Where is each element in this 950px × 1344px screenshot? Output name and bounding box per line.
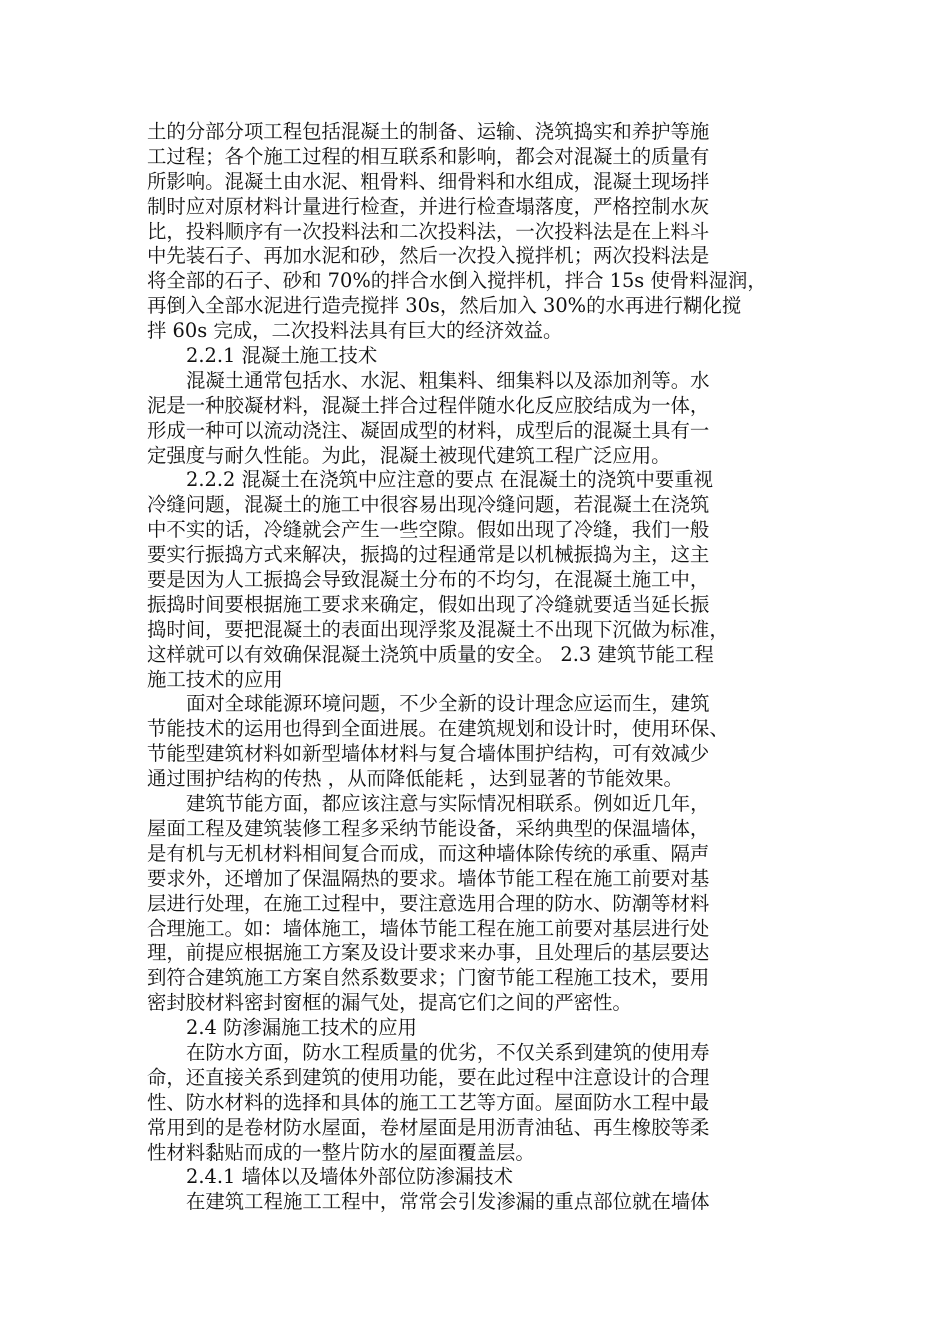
text-line: 是有机与无机材料相间复合而成，而这种墙体除传统的承重、隔声 xyxy=(147,841,710,865)
text-line: 捣时间，要把混凝土的表面出现浮浆及混凝土不出现下沉做为标准， xyxy=(147,617,729,641)
text-line: 比，投料顺序有一次投料法和二次投料法，一次投料法是在上料斗 xyxy=(147,219,710,243)
text-line: 屋面工程及建筑装修工程多采纳节能设备，采纳典型的保温墙体， xyxy=(147,816,710,840)
text-line: 泥是一种胶凝材料，混凝土拌合过程伴随水化反应胶结成为一体， xyxy=(147,393,710,417)
text-line: 2.4.1 墙体以及墙体外部位防渗漏技术 xyxy=(186,1165,513,1189)
text-line: 中先装石子、再加水泥和砂，然后一次投入搅拌机；两次投料法是 xyxy=(147,244,710,268)
text-line: 常用到的是卷材防水屋面，卷材屋面是用沥青油毡、再生橡胶等柔 xyxy=(147,1115,710,1139)
text-line: 要实行振捣方式来解决，振捣的过程通常是以机械振捣为主，这主 xyxy=(147,543,710,567)
text-line: 建筑节能方面，都应该注意与实际情况相联系。例如近几年， xyxy=(186,792,710,816)
text-line: 节能型建筑材料如新型墙体材料与复合墙体围护结构，可有效减少 xyxy=(147,742,710,766)
text-line: 制时应对原材料计量进行检查，并进行检查塌落度，严格控制水灰 xyxy=(147,194,710,218)
text-line: 到符合建筑施工方案自然系数要求；门窗节能工程施工技术，要用 xyxy=(147,966,710,990)
text-line: 再倒入全部水泥进行造壳搅拌 30s，然后加入 30%的水再进行糊化搅 xyxy=(147,294,742,318)
text-line: 要是因为人工振捣会导致混凝土分布的不均匀，在混凝土施工中， xyxy=(147,568,710,592)
text-line: 2.2.2 混凝土在浇筑中应注意的要点 在混凝土的浇筑中要重视 xyxy=(186,468,714,492)
text-line: 2.4 防渗漏施工技术的应用 xyxy=(186,1016,417,1040)
text-line: 混凝土通常包括水、水泥、粗集料、细集料以及添加剂等。水 xyxy=(186,368,710,392)
text-line: 性、防水材料的选择和具体的施工工艺等方面。屋面防水工程中最 xyxy=(147,1090,710,1114)
text-line: 形成一种可以流动浇注、凝固成型的材料，成型后的混凝土具有一 xyxy=(147,418,710,442)
text-line: 2.2.1 混凝土施工技术 xyxy=(186,344,378,368)
document-page xyxy=(147,120,807,1215)
text-line: 冷缝问题，混凝土的施工中很容易出现冷缝问题，若混凝土在浇筑 xyxy=(147,493,710,517)
text-line: 工过程；各个施工过程的相互联系和影响，都会对混凝土的质量有 xyxy=(147,144,710,168)
text-line: 理，前提应根据施工方案及设计要求来办事，且处理后的基层要达 xyxy=(147,941,710,965)
text-line: 将全部的石子、砂和 70%的拌合水倒入搅拌机，拌合 15s 使骨料湿润， xyxy=(147,269,767,293)
text-line: 密封胶材料密封窗框的漏气处，提高它们之间的严密性。 xyxy=(147,991,632,1015)
text-line: 定强度与耐久性能。为此，混凝土被现代建筑工程广泛应用。 xyxy=(147,443,671,467)
text-line: 命，还直接关系到建筑的使用功能，要在此过程中注意设计的合理 xyxy=(147,1065,710,1089)
text-line: 性材料黏贴而成的一整片防水的屋面覆盖层。 xyxy=(147,1140,535,1164)
text-line: 面对全球能源环境问题，不少全新的设计理念应运而生，建筑 xyxy=(186,692,710,716)
text-line: 土的分部分项工程包括混凝土的制备、运输、浇筑捣实和养护等施 xyxy=(147,120,710,143)
text-line: 中不实的话，冷缝就会产生一些空隙。假如出现了冷缝，我们一般 xyxy=(147,518,710,542)
text-line: 施工技术的应用 xyxy=(147,667,283,691)
text-line: 合理施工。如：墙体施工，墙体节能工程在施工前要对基层进行处 xyxy=(147,916,710,940)
text-line: 拌 60s 完成，二次投料法具有巨大的经济效益。 xyxy=(147,319,563,343)
text-line: 层进行处理，在施工过程中，要注意选用合理的防水、防潮等材料 xyxy=(147,891,710,915)
text-line: 要求外，还增加了保温隔热的要求。墙体节能工程在施工前要对基 xyxy=(147,866,710,890)
text-line: 在防水方面，防水工程质量的优劣，不仅关系到建筑的使用寿 xyxy=(186,1040,710,1064)
text-line: 在建筑工程施工工程中，常常会引发渗漏的重点部位就在墙体 xyxy=(186,1190,710,1214)
text-line: 节能技术的运用也得到全面进展。在建筑规划和设计时，使用环保、 xyxy=(147,717,729,741)
text-line: 这样就可以有效确保混凝土浇筑中质量的安全。 2.3 建筑节能工程 xyxy=(147,642,714,666)
text-line: 所影响。混凝土由水泥、粗骨料、细骨料和水组成，混凝土现场拌 xyxy=(147,169,710,193)
text-line: 通过围护结构的传热 ，从而降低能耗 ，达到显著的节能效果。 xyxy=(147,767,683,791)
text-line: 振捣时间要根据施工要求来确定，假如出现了冷缝就要适当延长振 xyxy=(147,592,710,616)
